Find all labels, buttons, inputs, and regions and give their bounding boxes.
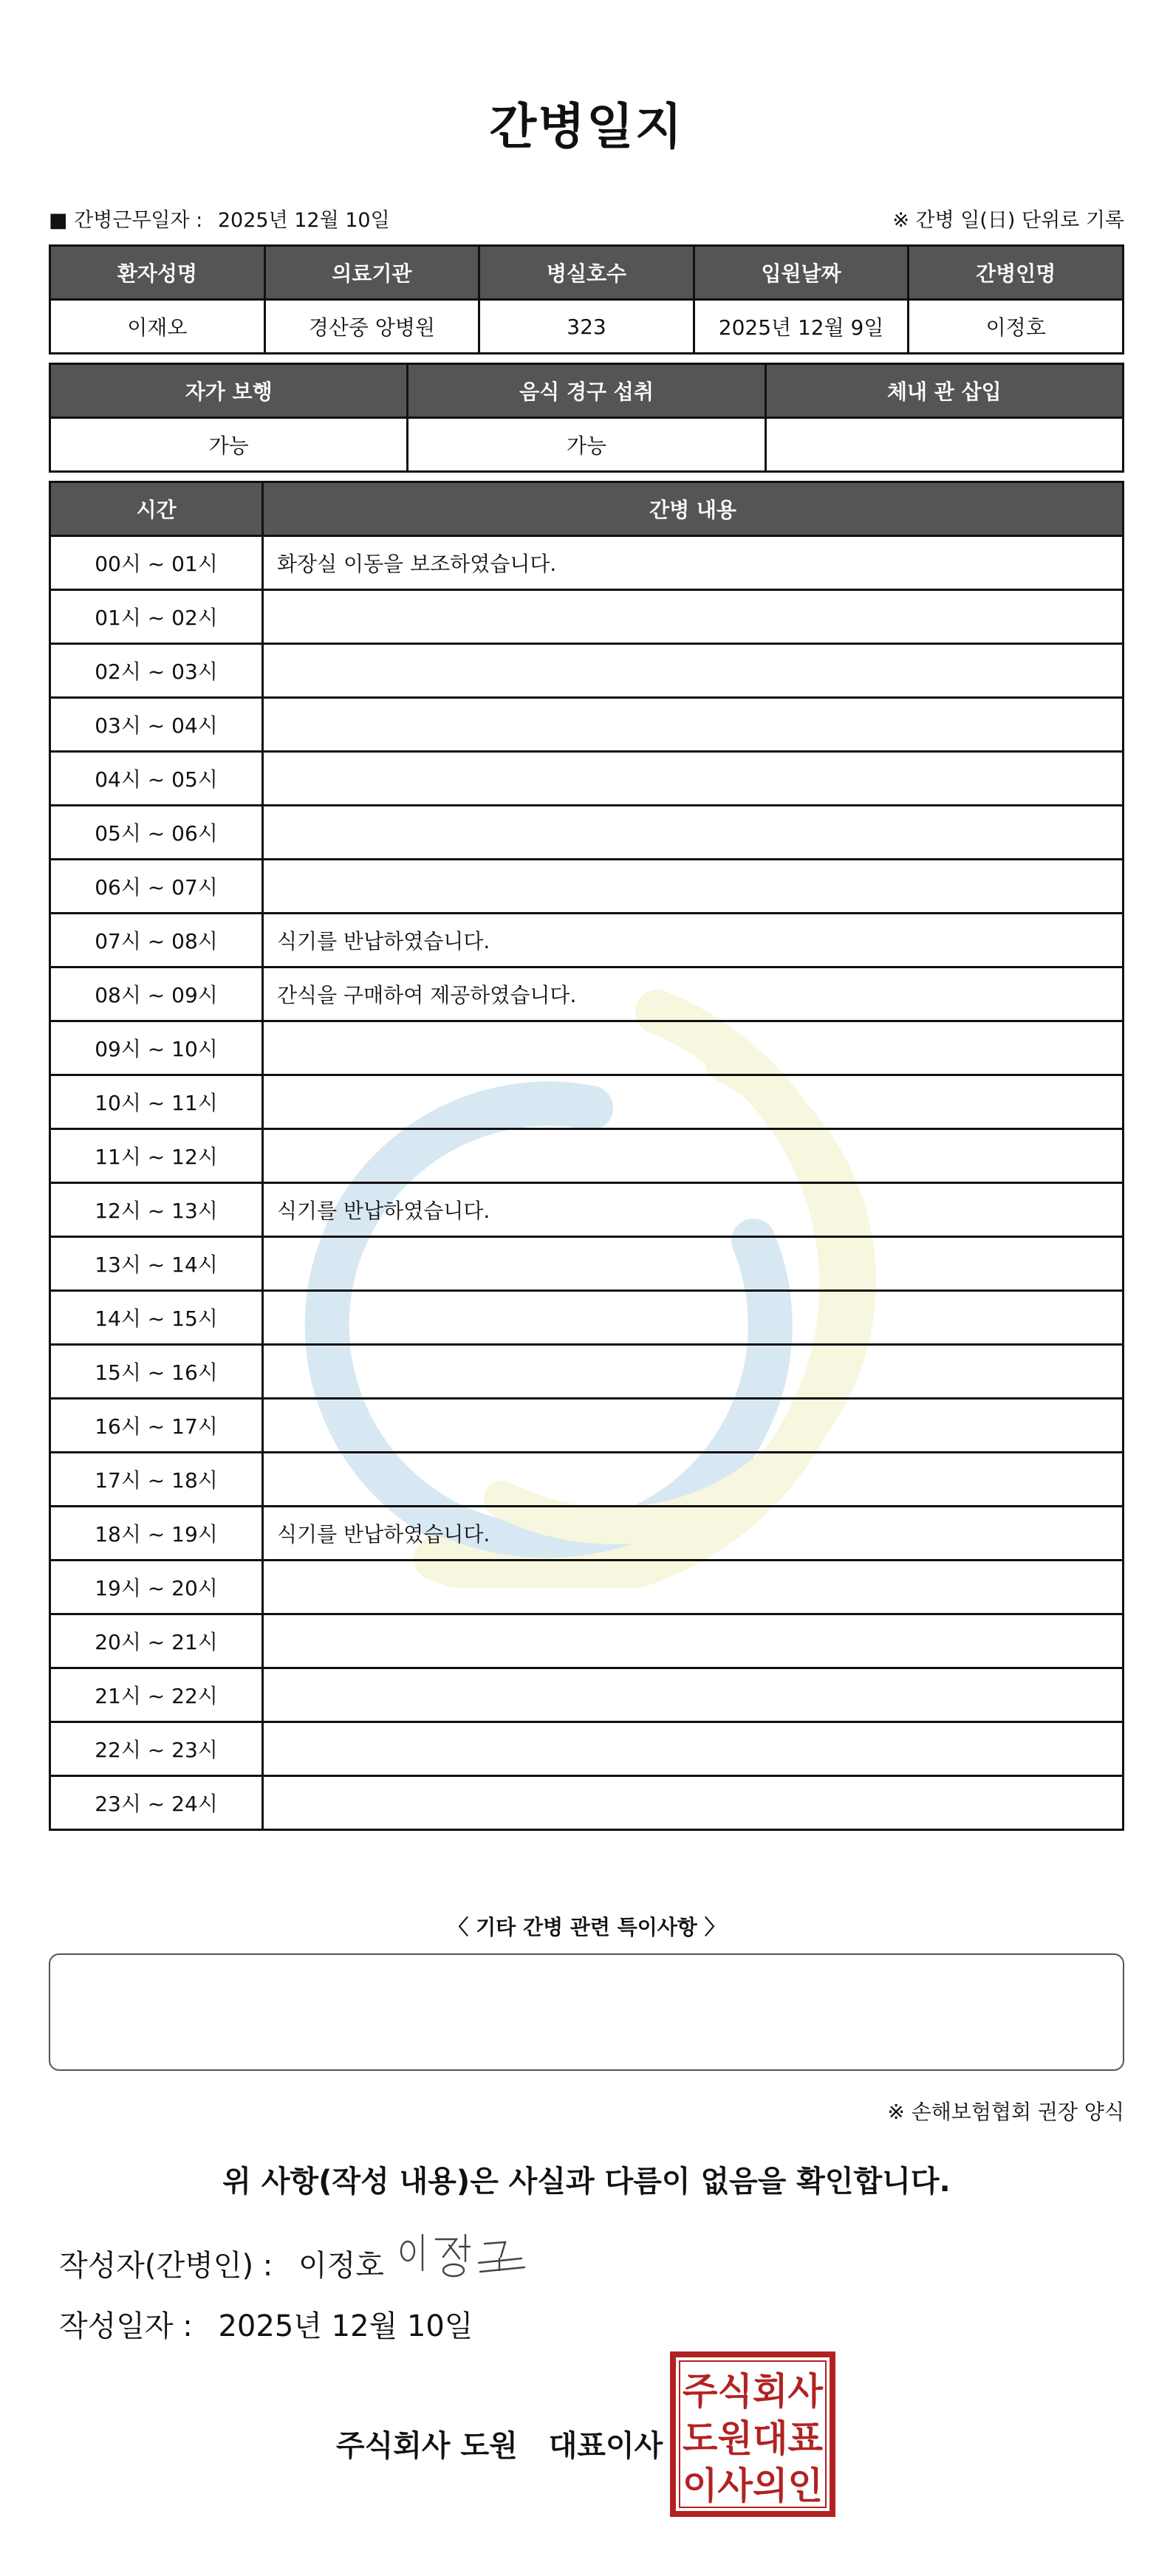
care-content — [263, 1561, 1124, 1614]
time-slot: 19시 ~ 20시 — [50, 1561, 263, 1614]
table-row — [50, 914, 1124, 967]
care-content — [263, 1776, 1124, 1830]
unit-note: ※ 간병 일(日) 단위로 기록 — [892, 209, 1124, 232]
header-time: 시간 — [50, 482, 263, 536]
time-slot: 11시 ~ 12시 — [50, 1129, 263, 1183]
care-content — [263, 1722, 1124, 1776]
date-line — [59, 2303, 473, 2345]
care-content — [263, 1614, 1124, 1668]
care-log-header-row — [50, 482, 1124, 536]
self-walking-value: 가능 — [50, 418, 408, 472]
header-room: 병실호수 — [479, 246, 694, 300]
time-slot: 02시 ~ 03시 — [50, 644, 263, 698]
time-slot: 01시 ~ 02시 — [50, 590, 263, 644]
ability-header-row — [50, 364, 1124, 418]
writer-name: 이정호 — [298, 2249, 384, 2283]
table-row — [50, 860, 1124, 914]
care-content — [263, 1075, 1124, 1129]
care-content — [263, 752, 1124, 806]
svg-text:이사의인: 이사의인 — [683, 2464, 823, 2507]
writer-label: 작성자(간병인) : — [59, 2249, 273, 2283]
document-title: 간병일지 — [489, 98, 684, 155]
care-content — [263, 1399, 1124, 1453]
special-notes-box — [49, 1953, 1124, 2071]
patient-name: 이재오 — [50, 300, 265, 354]
handwritten-signature — [397, 2229, 530, 2281]
care-content — [263, 1453, 1124, 1507]
table-row — [50, 1183, 1124, 1237]
time-slot: 23시 ~ 24시 — [50, 1776, 263, 1830]
care-content — [263, 1668, 1124, 1722]
time-slot: 21시 ~ 22시 — [50, 1668, 263, 1722]
time-slot: 10시 ~ 11시 — [50, 1075, 263, 1129]
header-hospital: 의료기관 — [264, 246, 479, 300]
care-log-table — [49, 481, 1124, 1831]
admission-date: 2025년 12월 9일 — [694, 300, 909, 354]
time-slot: 09시 ~ 10시 — [50, 1021, 263, 1075]
table-row — [50, 1453, 1124, 1507]
time-slot: 15시 ~ 16시 — [50, 1345, 263, 1399]
care-content — [263, 806, 1124, 860]
ability-table — [49, 363, 1124, 473]
svg-text:주식회사: 주식회사 — [683, 2370, 824, 2413]
time-slot: 00시 ~ 01시 — [50, 536, 263, 590]
table-row — [50, 752, 1124, 806]
table-row — [50, 1776, 1124, 1830]
care-content — [263, 590, 1124, 644]
care-content — [263, 1021, 1124, 1075]
time-slot: 03시 ~ 04시 — [50, 698, 263, 752]
time-slot: 22시 ~ 23시 — [50, 1722, 263, 1776]
care-content — [263, 1345, 1124, 1399]
company-line — [336, 2422, 663, 2464]
time-slot: 12시 ~ 13시 — [50, 1183, 263, 1237]
care-content: 화장실 이동을 보조하였습니다. — [263, 536, 1124, 590]
header-patient-name: 환자성명 — [50, 246, 265, 300]
care-content — [263, 860, 1124, 914]
table-row — [50, 1129, 1124, 1183]
table-row — [50, 1237, 1124, 1291]
time-slot: 20시 ~ 21시 — [50, 1614, 263, 1668]
company-seal — [669, 2351, 836, 2518]
patient-info-header-row — [50, 246, 1124, 300]
work-date-line — [49, 204, 390, 233]
table-row — [50, 1507, 1124, 1561]
header-care-content: 간병 내용 — [263, 482, 1124, 536]
time-slot: 08시 ~ 09시 — [50, 967, 263, 1021]
care-content — [263, 1237, 1124, 1291]
time-slot: 14시 ~ 15시 — [50, 1291, 263, 1345]
header-oral-intake: 음식 경구 섭취 — [408, 364, 765, 418]
care-log-body — [50, 536, 1124, 1830]
table-row — [50, 536, 1124, 590]
confirmation-statement: 위 사항(작성 내용)은 사실과 다름이 없음을 확인합니다. — [222, 2165, 951, 2199]
header-self-walking: 자가 보행 — [50, 364, 408, 418]
time-slot: 05시 ~ 06시 — [50, 806, 263, 860]
table-row — [50, 1722, 1124, 1776]
time-slot: 06시 ~ 07시 — [50, 860, 263, 914]
special-notes-title: 〈 기타 간병 관련 특이사항 〉 — [448, 1915, 725, 1939]
care-content: 식기를 반납하였습니다. — [263, 914, 1124, 967]
room-number: 323 — [479, 300, 694, 354]
source-note: ※ 손해보험협회 권장 양식 — [887, 2100, 1124, 2124]
care-content — [263, 1129, 1124, 1183]
care-content: 식기를 반납하였습니다. — [263, 1507, 1124, 1561]
date-value: 2025년 12월 10일 — [218, 2309, 473, 2343]
time-slot: 13시 ~ 14시 — [50, 1237, 263, 1291]
header-tube-insertion: 체내 관 삽입 — [765, 364, 1123, 418]
svg-text:도원대표: 도원대표 — [683, 2417, 824, 2460]
date-label: 작성일자 : — [59, 2309, 193, 2343]
table-row — [50, 698, 1124, 752]
table-row — [50, 1291, 1124, 1345]
oral-intake-value: 가능 — [408, 418, 765, 472]
care-content — [263, 1291, 1124, 1345]
work-date-label: ■ 간병근무일자 : — [49, 209, 203, 232]
patient-info-value-row — [50, 300, 1124, 354]
time-slot: 18시 ~ 19시 — [50, 1507, 263, 1561]
writer-line — [59, 2242, 384, 2284]
time-slot: 17시 ~ 18시 — [50, 1453, 263, 1507]
table-row — [50, 967, 1124, 1021]
work-date-value: 2025년 12월 10일 — [217, 209, 390, 232]
time-slot: 16시 ~ 17시 — [50, 1399, 263, 1453]
caregiver-name: 이정호 — [909, 300, 1124, 354]
time-slot: 04시 ~ 05시 — [50, 752, 263, 806]
company-name: 주식회사 도원 — [336, 2429, 518, 2463]
table-row — [50, 1075, 1124, 1129]
patient-info-table — [49, 244, 1124, 354]
table-row — [50, 1021, 1124, 1075]
table-row — [50, 1399, 1124, 1453]
care-content — [263, 698, 1124, 752]
time-slot: 07시 ~ 08시 — [50, 914, 263, 967]
table-row — [50, 1668, 1124, 1722]
hospital-name: 경산중 앙병원 — [264, 300, 479, 354]
table-row — [50, 1614, 1124, 1668]
table-row — [50, 1561, 1124, 1614]
representative-title: 대표이사 — [548, 2429, 663, 2463]
header-caregiver-name: 간병인명 — [909, 246, 1124, 300]
table-row — [50, 644, 1124, 698]
care-content: 식기를 반납하였습니다. — [263, 1183, 1124, 1237]
ability-value-row — [50, 418, 1124, 472]
tube-insertion-value — [765, 418, 1123, 472]
care-content: 간식을 구매하여 제공하였습니다. — [263, 967, 1124, 1021]
header-admission-date: 입원날짜 — [694, 246, 909, 300]
table-row — [50, 1345, 1124, 1399]
table-row — [50, 590, 1124, 644]
care-content — [263, 644, 1124, 698]
table-row — [50, 806, 1124, 860]
